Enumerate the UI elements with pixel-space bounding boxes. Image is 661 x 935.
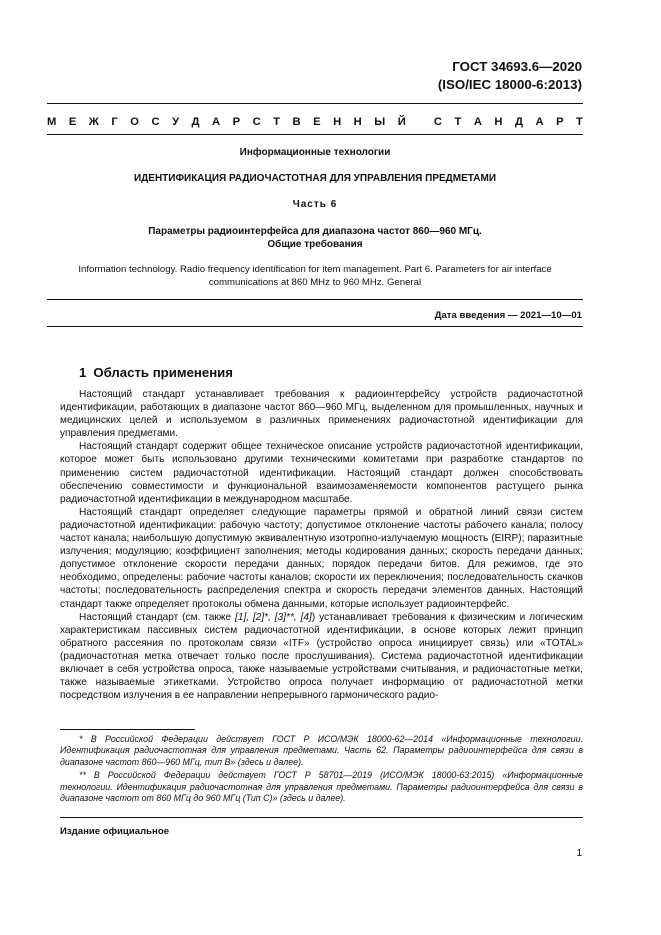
section-heading — [79, 365, 233, 380]
paragraph-4-rest: ) устанавливает требования к физическим и логическим характеристикам пассивных систем радиочастотной идентификации, в основе которых лежит принцип обратного рассеяния по протоколам связи «ITF» (устройство опроса инициирует связь) или «TOTAL» (радиочастотная метка отвечает только после прослушивания). Система радиочастотной идентификации включает в себя устройства опроса, также называемые устройствами считывания, и радиочастотные метки, также называемые этикетками. Устройство опроса получает информацию от радиочастотной метки посредством излучения в ее направлении непрерывного гармонического радио- — [60, 611, 583, 702]
intro-date: Дата введения — 2021—10—01 — [434, 310, 582, 321]
interstate-letter: Й — [397, 116, 406, 128]
footnote-2: ** В Российской Федерации действует ГОСТ Р 58701—2019 (ИСО/МЭК 18000-63:2015) «Информационные технологии. Идентификация радиочастотная для управления предметами. Параметры радиоинтерфейса для связи в диапазоне частот от 860 МГц до 960 МГц (Тип С)» (здесь и далее). — [60, 770, 583, 804]
date-rule — [47, 299, 583, 300]
title-main: ИДЕНТИФИКАЦИЯ РАДИОЧАСТОТНАЯ ДЛЯ УПРАВЛЕНИЯ ПРЕДМЕТАМИ — [133, 173, 497, 184]
interstate-letter: Р — [556, 116, 564, 128]
title-english — [47, 264, 583, 289]
interstate-letter: Н — [494, 116, 503, 128]
heading-rule — [47, 134, 583, 135]
body-text — [60, 388, 583, 702]
interstate-letter: Т — [273, 116, 281, 128]
footnote-separator — [60, 729, 195, 730]
paragraph-2: Настоящий стандарт содержит общее техническое описание устройств радиочастотной идентификации, которое может быть использовано другими техническими комитетами при разработке стандартов по применению систем радиочастотной идентификации. Настоящий стандарт должен способствовать обеспечению совместимости и функциональной взаимозаменяемости компонентов растущего рынка радиочастотной идентификации в международном масштабе. — [60, 441, 583, 505]
official-edition: Издание официальное — [60, 826, 170, 837]
interstate-letter: Ж — [88, 116, 99, 128]
interstate-letter: Н — [333, 116, 342, 128]
standard-number-block — [438, 58, 582, 94]
interstate-letter: С — [151, 116, 160, 128]
interstate-standard-heading — [47, 116, 583, 128]
interstate-letter: Н — [353, 116, 362, 128]
interstate-letter: А — [212, 116, 221, 128]
title-english-1: Information technology. Radio frequency identification for item management. Part 6. Parameters for air interface — [78, 264, 552, 275]
interstate-letter: А — [535, 116, 544, 128]
standard-number: ГОСТ 34693.6—2020 — [452, 59, 582, 74]
page-number: 1 — [576, 848, 582, 859]
interstate-letter: Т — [576, 116, 583, 128]
top-rule — [47, 103, 583, 104]
interstate-letter: Т — [454, 116, 462, 128]
interstate-letter: Д — [515, 116, 523, 128]
paragraph-4 — [60, 611, 583, 703]
paragraph-4-start: Настоящий стандарт (см. также — [79, 611, 236, 623]
interstate-letter: В — [292, 116, 301, 128]
interstate-letter: Е — [68, 116, 77, 128]
interstate-letter: Ы — [374, 116, 386, 128]
interstate-letter: Е — [313, 116, 321, 128]
interstate-letter: С — [433, 116, 442, 128]
title-part: Часть 6 — [292, 199, 338, 210]
interstate-letter — [418, 116, 421, 128]
footnotes — [60, 734, 583, 806]
interstate-letter: М — [47, 116, 57, 128]
interstate-letter: У — [172, 116, 180, 128]
reference-link[interactable]: [1], [2]*, [3]**, [4] — [235, 611, 312, 623]
title-english-2: communications at 860 MHz to 960 MHz. General — [208, 276, 422, 288]
title-subtitle-2: Общие требования — [267, 239, 363, 250]
interstate-letter: Г — [111, 116, 118, 128]
interstate-letter: О — [130, 116, 139, 128]
footnote-1: * В Российской Федерации действует ГОСТ Р ИСО/МЭК 18000-62—2014 «Информационные технологии. Идентификация радиочастотная для управления предметами. Часть 62. Параметры радиоинтерфейса для связи в диапазоне частот 860—960 МГц, тип В» (здесь и далее). — [60, 734, 583, 767]
iso-number: (ISO/IEC 18000-6:2013) — [437, 77, 582, 92]
date-bottom-rule — [47, 326, 583, 327]
bottom-rule — [60, 817, 583, 818]
section-title: Область применения — [93, 365, 233, 380]
title-subtitle-1: Параметры радиоинтерфейса для диапазона частот 860—960 МГц. — [148, 226, 482, 237]
interstate-letter: А — [473, 116, 482, 128]
interstate-letter: Р — [232, 116, 241, 128]
interstate-letter: Д — [191, 116, 200, 128]
section-number: 1 — [79, 365, 87, 380]
title-category: Информационные технологии — [239, 147, 391, 158]
interstate-letter: С — [252, 116, 261, 128]
paragraph-1: Настоящий стандарт устанавливает требования к радиоинтерфейсу устройств радиочастотной идентификации, работающих в диапазоне частот 860—960 МГц, выделенном для промышленных, научных и медицинских целей и используемом в различных применениях радиочастотной идентификации для управления предметами. — [60, 389, 583, 440]
paragraph-3: Настоящий стандарт определяет следующие параметры прямой и обратной линий связи систем радиочастотной идентификации: рабочую частоту; допустимое отклонение частоты рабочего канала; полосу частот канала; наибольшую допустимую эквивалентную изотропно-излучаемую мощность (EIRP); паразитные излучения; модуляцию; коэффициент заполнения; методы кодирования данных; скорость передачи данных; допустимое отклонение скорости передачи данных; порядок передачи битов. Для режимов, где это необходимо, определены: рабочие частоты каналов; скорости их переключения; последовательность скачков частоты; последовательность распределения спектра и скорость передачи элементов данных. Настоящий стандарт также определяет протоколы обмена данными, которые использует радиоинтерфейс. — [60, 506, 583, 610]
